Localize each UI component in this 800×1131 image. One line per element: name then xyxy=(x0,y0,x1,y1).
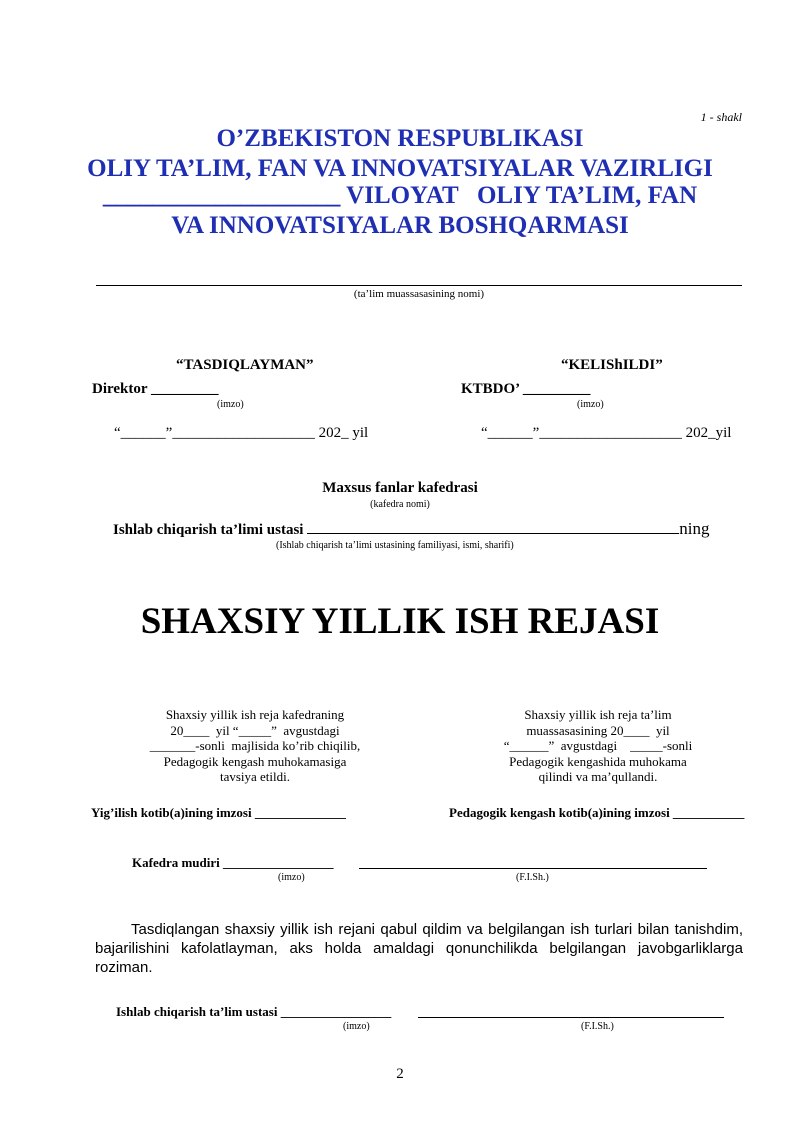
acceptance-text: Tasdiqlangan shaxsiy yillik ish rejani qabul qildim va belgilangan ish turlari bilan tanishdim, bajarilishini kafolatlayman, aks holda amaldagi qonunchilikda belgilangan javobgarliklarga roziman. xyxy=(95,921,743,976)
review-left-line: _______-sonli majlisida ko’rib chiqilib, xyxy=(149,738,361,753)
head-name-caption: (F.I.Sh.) xyxy=(516,872,549,883)
director-sign-caption: (imzo) xyxy=(217,399,244,410)
head-label: Kafedra mudiri xyxy=(132,855,220,870)
ktbdo-line xyxy=(461,381,590,398)
review-right xyxy=(450,707,746,785)
head-sign-blank: _________________ xyxy=(223,855,334,870)
footer-sign-caption: (imzo) xyxy=(343,1021,370,1032)
director-label: Direktor xyxy=(92,381,148,397)
ktbdo-label: KTBDO’ xyxy=(461,381,520,397)
institution-line xyxy=(96,285,742,286)
footer-name-line xyxy=(418,1017,724,1018)
master-label: Ishlab chiqarish ta’limi ustasi xyxy=(113,522,304,538)
footer-sign-blank: _________________ xyxy=(280,1004,392,1019)
meeting-secretary-signature: Yig’ilish kotib(a)ining imzosi ______________ xyxy=(91,805,346,820)
council-secretary-signature: Pedagogik kengash kotib(a)ining imzosi ___________ xyxy=(449,805,745,820)
main-title: SHAXSIY YILLIK ISH REJASI xyxy=(140,601,660,642)
region-blank: ___________________ xyxy=(102,182,341,209)
header-line-3 xyxy=(0,182,800,210)
master-name-blank xyxy=(307,519,679,534)
header-line-3-text: VILOYAT OLIY TA’LIM, FAN xyxy=(346,182,698,209)
review-left-line: Pedagogik kengash muhokamasiga xyxy=(163,753,347,769)
review-right-line: “______” avgustdagi _____-sonli xyxy=(503,738,693,753)
review-right-line: qilindi va ma’qullandi. xyxy=(538,769,658,784)
review-left-line: 20____ yil “_____” avgustdagi xyxy=(170,722,340,738)
department-caption: (kafedra nomi) xyxy=(370,499,430,510)
master-suffix: ning xyxy=(679,519,710,538)
page-number: 2 xyxy=(396,1066,404,1082)
footer-sign-line xyxy=(116,1004,391,1020)
header-line-2: OLIY TA’LIM, FAN VA INNOVATSIYALAR VAZIRLIGI xyxy=(87,155,713,182)
review-left-line: tavsiya etildi. xyxy=(219,769,291,784)
head-line xyxy=(132,855,334,871)
ktbdo-blank: _________ xyxy=(522,381,591,397)
ktbdo-sign-caption: (imzo) xyxy=(577,399,604,410)
review-left-line: Shaxsiy yillik ish reja kafedraning xyxy=(165,707,345,722)
director-blank: _________ xyxy=(151,381,219,397)
footer-sign-label: Ishlab chiqarish ta’lim ustasi xyxy=(116,1004,278,1019)
review-left xyxy=(110,707,400,785)
review-right-line: muassasasining 20____ yil xyxy=(526,722,670,738)
approve-date: “______”___________________ 202_ yil xyxy=(114,425,369,441)
review-right-line: Pedagogik kengashida muhokama xyxy=(509,753,687,769)
header-line-4: VA INNOVATSIYALAR BOSHQARMASI xyxy=(171,212,629,239)
review-right-line: Shaxsiy yillik ish reja ta’lim xyxy=(524,707,672,722)
agreed-title: “KELIShILDI” xyxy=(561,357,663,373)
head-sign-caption: (imzo) xyxy=(278,872,305,883)
header-line-1: O’ZBEKISTON RESPUBLIKASI xyxy=(216,125,584,152)
director-line xyxy=(92,381,219,398)
master-line xyxy=(113,519,709,539)
master-caption: (Ishlab chiqarish ta’limi ustasining familiyasi, ismi, sharifi) xyxy=(276,540,514,551)
footer-name-caption: (F.I.Sh.) xyxy=(581,1021,614,1032)
department-name: Maxsus fanlar kafedrasi xyxy=(322,480,478,496)
approve-title: “TASDIQLAYMAN” xyxy=(176,357,314,373)
head-name-line xyxy=(359,868,707,869)
agreed-date: “______”___________________ 202_yil xyxy=(481,425,732,441)
form-label: 1 - shakl xyxy=(700,110,742,124)
institution-caption: (ta’lim muassasasining nomi) xyxy=(353,288,485,300)
